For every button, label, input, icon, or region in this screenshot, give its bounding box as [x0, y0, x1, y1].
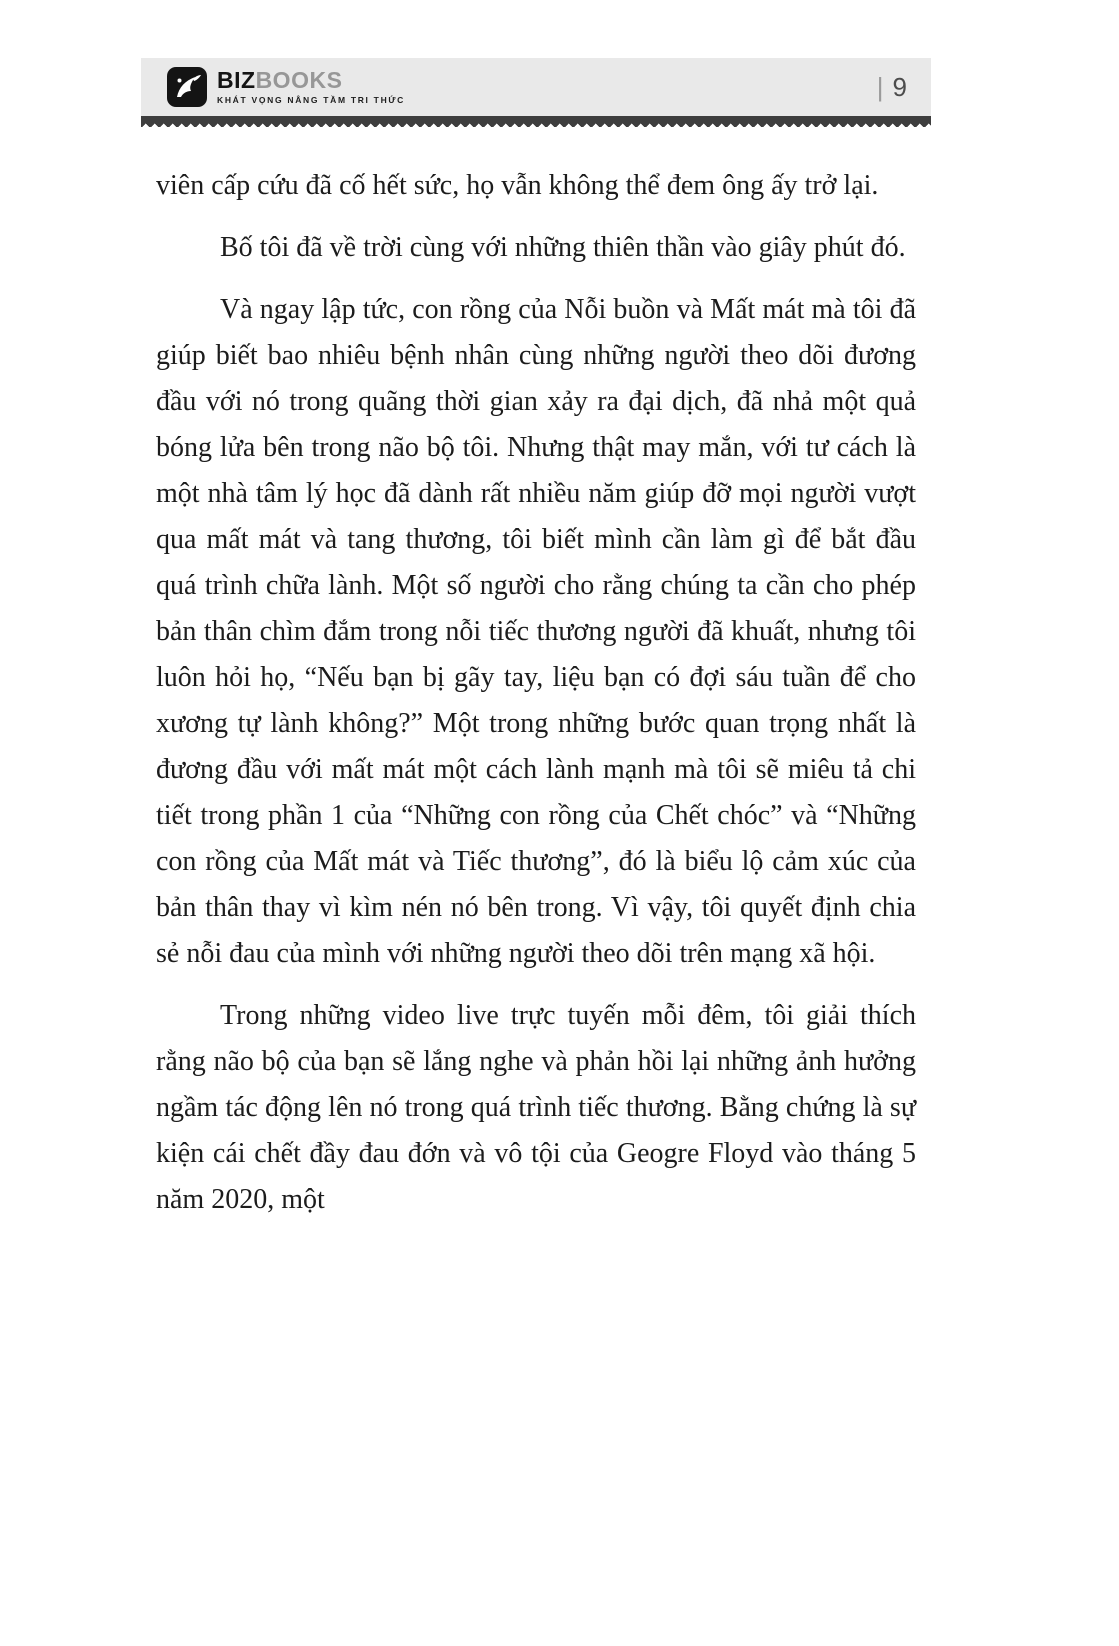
page-header: [141, 58, 931, 127]
brand-text: [217, 69, 405, 105]
paragraph: Trong những video live trực tuyến mỗi đêm, tôi giải thích rằng não bộ của bạn sẽ lắng nghe và phản hồi lại những ảnh hưởng ngầm tác động lên nó trong quá trình tiếc thương. Bằng chứng là sự kiện cái chết đầy đau đớn và vô tội của Geogre Floyd vào tháng 5 năm 2020, một: [156, 1000, 916, 1215]
header-band: [141, 58, 931, 116]
brand-name: [217, 69, 405, 92]
torn-edge-divider: [141, 120, 931, 127]
bizbooks-logo-icon: [167, 67, 207, 107]
paragraph-continuation: viên cấp cứu đã cố hết sức, họ vẫn không thể đem ông ấy trở lại.: [156, 170, 879, 201]
brand-name-books: BOOKS: [255, 67, 343, 94]
brand-name-biz: BIZ: [217, 67, 256, 94]
publisher-brand: [167, 67, 405, 107]
page-number-separator: |: [876, 71, 884, 102]
page-number: [877, 72, 907, 103]
page-number-value: 9: [892, 71, 907, 102]
page-content: [156, 163, 916, 1239]
paragraph: Và ngay lập tức, con rồng của Nỗi buồn và Mất mát mà tôi đã giúp biết bao nhiêu bệnh nhân cùng những người theo dõi đương đầu với nó trong quãng thời gian xảy ra đại dịch, đã nhả một quả bóng lửa bên trong não bộ tôi. Nhưng thật may mắn, với tư cách là một nhà tâm lý học đã dành rất nhiều năm giúp đỡ mọi người vượt qua mất mát và tang thương, tôi biết mình cần làm gì để bắt đầu quá trình chữa lành. Một số người cho rằng chúng ta cần cho phép bản thân chìm đắm trong nỗi tiếc thương người đã khuất, nhưng tôi luôn hỏi họ, “Nếu bạn bị gãy tay, liệu bạn có đợi sáu tuần để cho xương tự lành không?” Một trong những bước quan trọng nhất là đương đầu với mất mát một cách lành mạnh mà tôi sẽ miêu tả chi tiết trong phần 1 của “Những con rồng của Chết chóc” và “Những con rồng của Mất mát và Tiếc thương”, đó là biểu lộ cảm xúc của bản thân thay vì kìm nén nó bên trong. Vì vậy, tôi quyết định chia sẻ nỗi đau của mình với những người theo dõi trên mạng xã hội.: [156, 294, 916, 969]
brand-tagline: KHÁT VỌNG NÂNG TẦM TRI THỨC: [217, 95, 405, 106]
paragraph: Bố tôi đã về trời cùng với những thiên thần vào giây phút đó.: [220, 232, 906, 263]
